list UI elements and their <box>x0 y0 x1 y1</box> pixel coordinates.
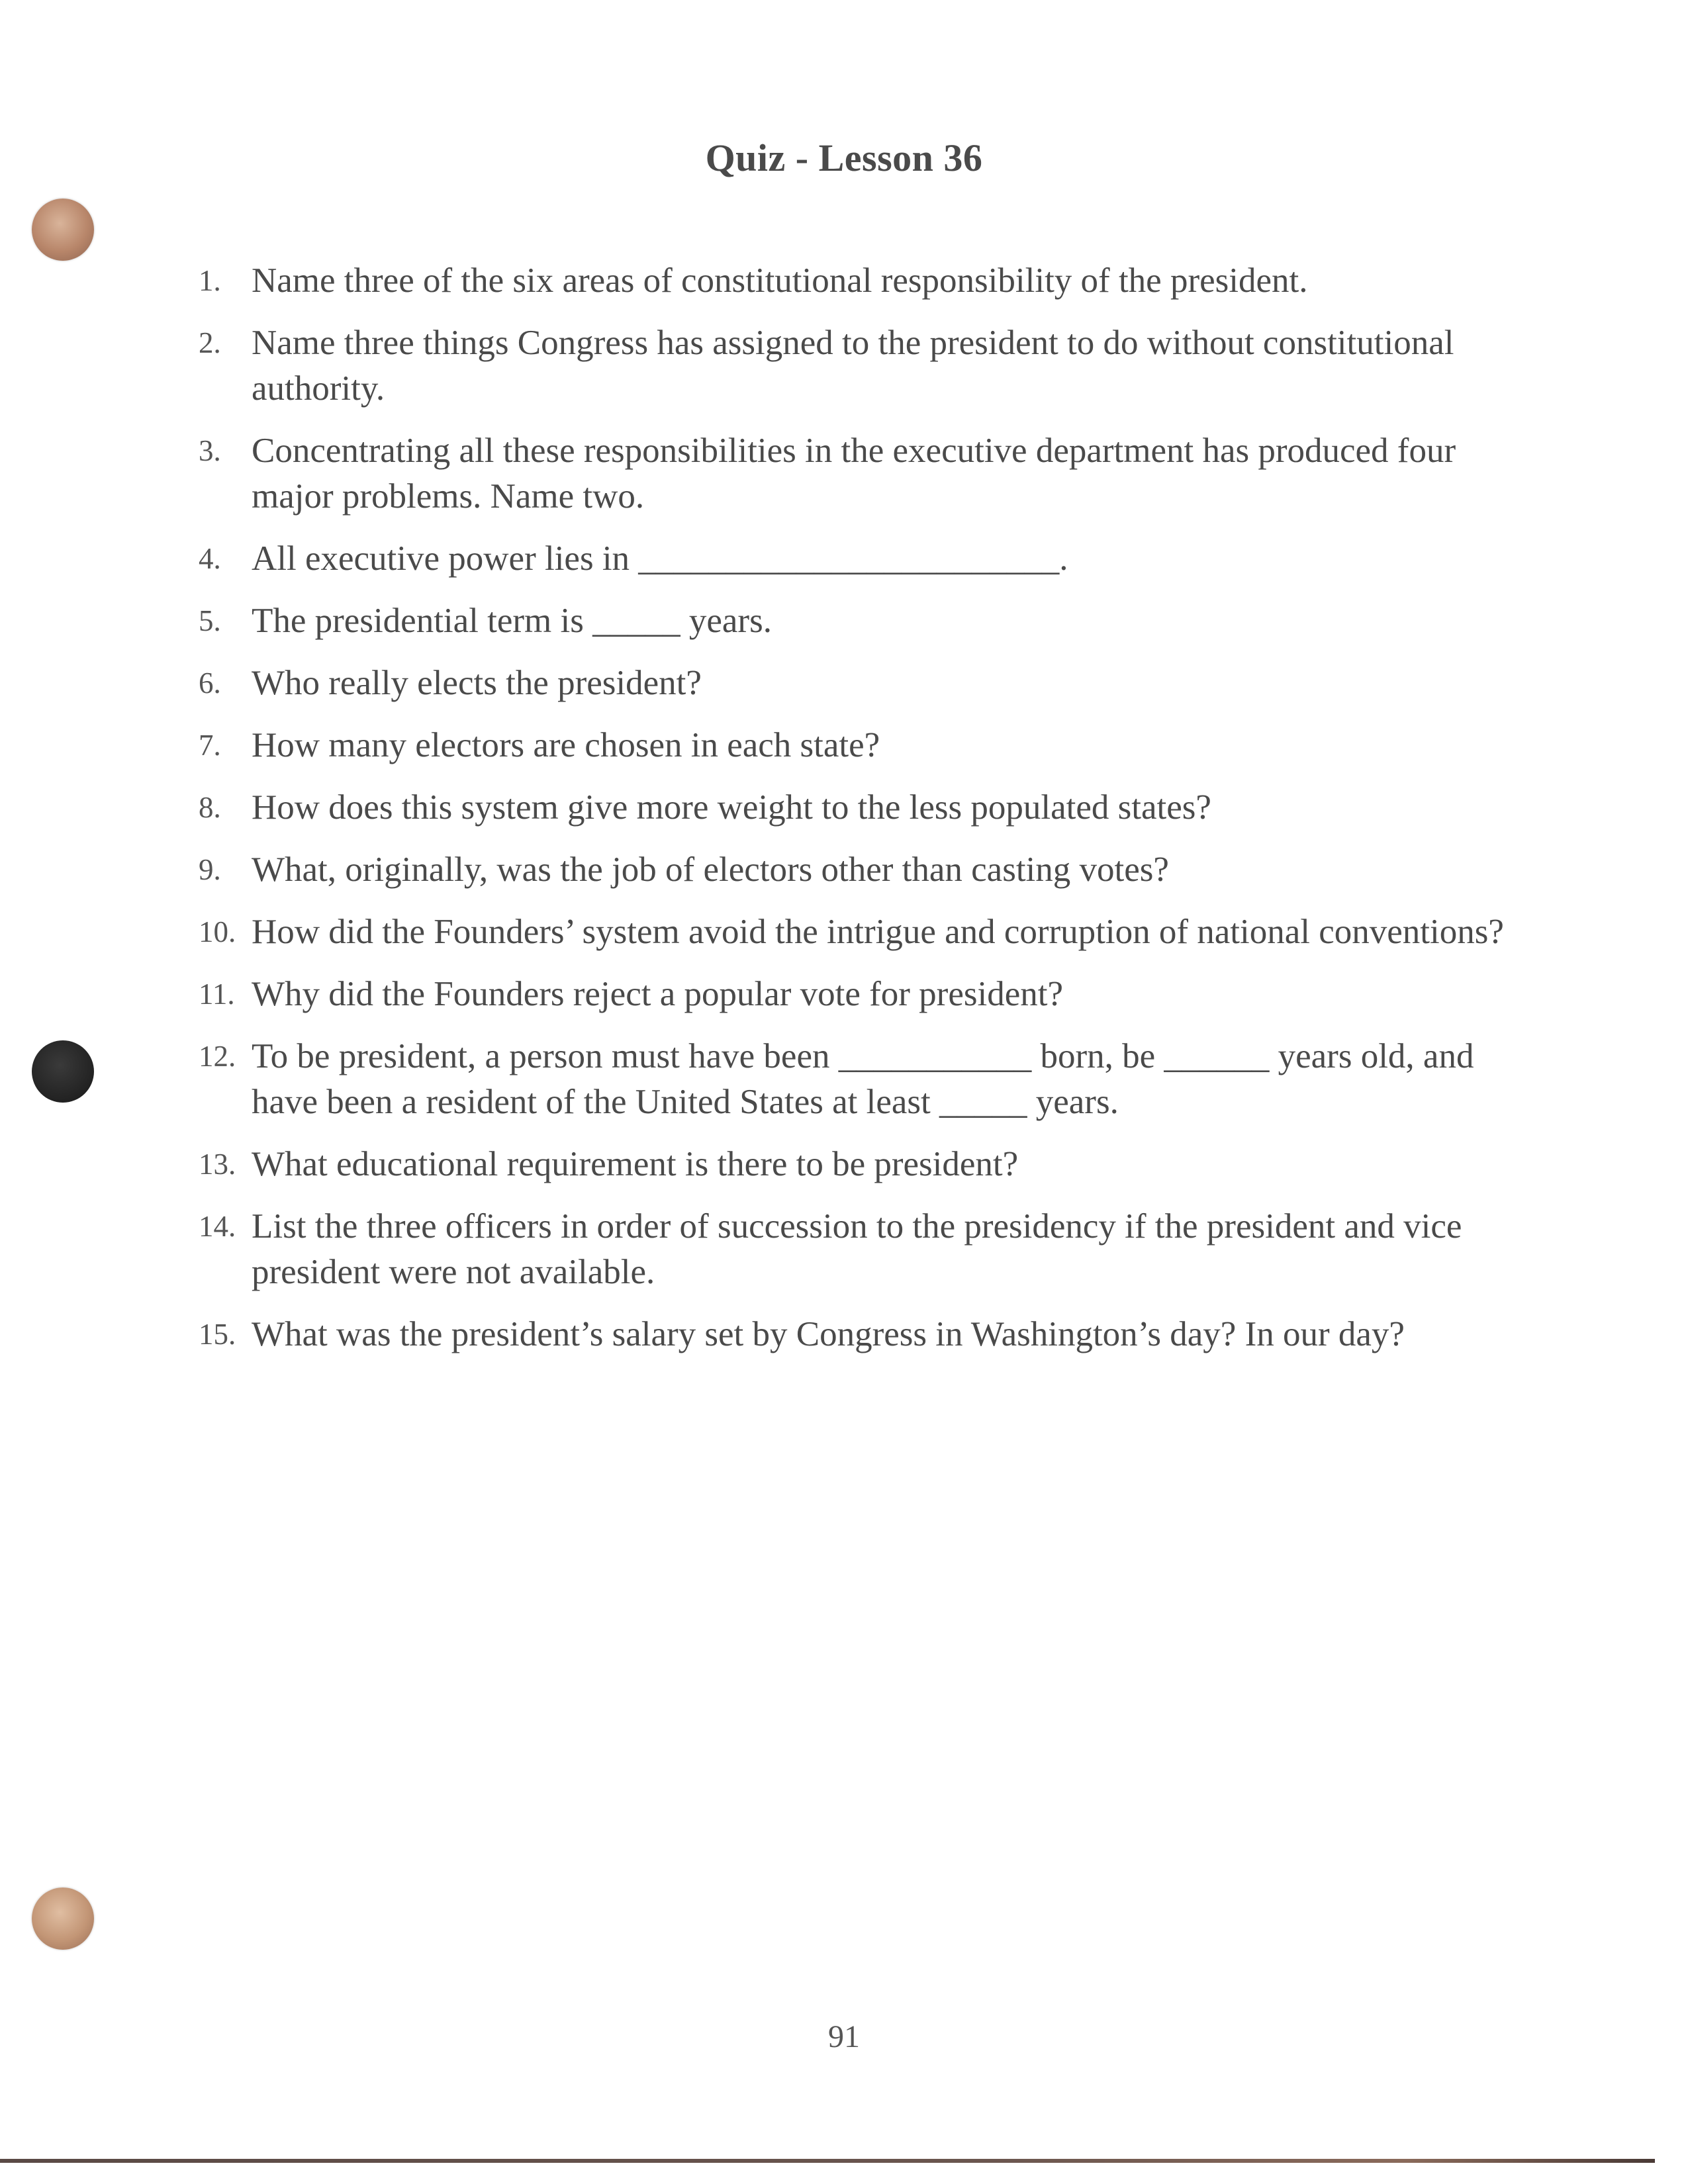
question-text: How many electors are chosen in each state? <box>252 726 880 764</box>
punch-hole-top <box>32 199 94 261</box>
question-list <box>199 258 1523 1374</box>
question-text: Why did the Founders reject a popular vote for president? <box>252 975 1063 1013</box>
question-item <box>199 536 1523 582</box>
question-number: 14. <box>199 1210 236 1243</box>
question-item <box>199 723 1523 768</box>
question-number: 12. <box>199 1040 236 1073</box>
question-text: To be president, a person must have been ___________ born, be ______ years old, and have been a resident of the United States at least _____ years. <box>252 1037 1474 1121</box>
page-title: Quiz - Lesson 36 <box>705 136 983 179</box>
page-number: 91 <box>828 2019 860 2054</box>
question-text: Name three of the six areas of constitutional responsibility of the president. <box>252 261 1308 300</box>
question-text: Name three things Congress has assigned to the president to do without constitutional authority. <box>252 324 1454 408</box>
question-number: 15. <box>199 1318 236 1351</box>
question-item <box>199 847 1523 893</box>
question-item <box>199 258 1523 304</box>
question-number: 7. <box>199 729 221 762</box>
question-item <box>199 428 1523 520</box>
question-item <box>199 660 1523 706</box>
question-item <box>199 320 1523 412</box>
question-number: 2. <box>199 326 221 359</box>
punch-hole-bottom <box>32 1888 94 1950</box>
question-item <box>199 1204 1523 1295</box>
question-item <box>199 1034 1523 1125</box>
question-number: 3. <box>199 434 221 467</box>
question-text: All executive power lies in ________________________. <box>252 539 1068 578</box>
bottom-edge-line <box>0 2159 1655 2163</box>
question-number: 6. <box>199 666 221 700</box>
question-text: The presidential term is _____ years. <box>252 602 772 640</box>
question-text: How does this system give more weight to the less populated states? <box>252 788 1211 827</box>
question-text: What educational requirement is there to be president? <box>252 1145 1019 1183</box>
question-text: How did the Founders’ system avoid the intrigue and corruption of national conventions? <box>252 913 1504 951</box>
question-number: 11. <box>199 978 235 1011</box>
question-text: Concentrating all these responsibilities in the executive department has produced four major problems. Name two. <box>252 432 1456 516</box>
question-item <box>199 598 1523 644</box>
question-text: List the three officers in order of succession to the presidency if the president and vice president were not available. <box>252 1207 1462 1291</box>
question-text: What was the president’s salary set by Congress in Washington’s day? In our day? <box>252 1315 1405 1353</box>
question-text: Who really elects the president? <box>252 664 702 702</box>
question-item <box>199 1142 1523 1187</box>
question-number: 8. <box>199 791 221 824</box>
question-number: 9. <box>199 853 221 886</box>
question-number: 4. <box>199 542 221 575</box>
question-item <box>199 972 1523 1017</box>
question-text: What, originally, was the job of electors other than casting votes? <box>252 850 1169 889</box>
question-number: 1. <box>199 264 221 297</box>
punch-hole-middle <box>32 1040 94 1103</box>
question-number: 5. <box>199 604 221 637</box>
question-number: 10. <box>199 915 236 948</box>
question-item <box>199 1312 1523 1357</box>
question-item <box>199 909 1523 955</box>
question-number: 13. <box>199 1148 236 1181</box>
question-item <box>199 785 1523 831</box>
